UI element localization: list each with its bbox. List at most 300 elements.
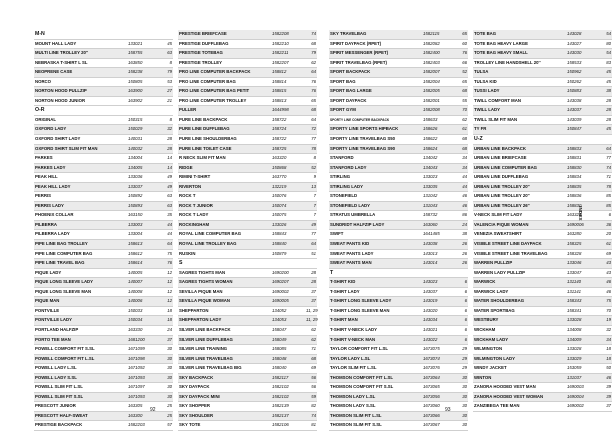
product-name: SPORT DAYPACK: [330, 97, 367, 103]
page-ref: 34: [606, 336, 611, 342]
page-ref: 76: [167, 260, 172, 266]
index-row: [34, 192, 173, 202]
section-header: [34, 30, 173, 40]
page-ref: 74: [311, 31, 316, 36]
product-code: 133035: [423, 183, 438, 189]
page-ref: 75: [606, 298, 611, 304]
product-code: 163305: [128, 403, 143, 409]
product-code: 163320: [272, 155, 287, 161]
page-ref: 68: [462, 145, 467, 151]
index-row: [178, 97, 317, 107]
index-row: [178, 87, 317, 97]
product-code: 1582117: [272, 374, 289, 380]
product-name: SWEAT PANTS LADY: [330, 250, 374, 256]
page-ref: 25: [167, 412, 172, 418]
product-name: PARKES LADY: [35, 164, 66, 170]
index-row: [329, 68, 468, 78]
index-row: [473, 59, 612, 69]
index-row: [473, 192, 612, 202]
product-name: WICKHAM LADY: [474, 336, 509, 342]
index-row: [329, 240, 468, 250]
index-row: [473, 154, 612, 164]
product-code: 1582004: [423, 78, 440, 84]
index-row: [34, 336, 173, 346]
product-code: 150315: [128, 116, 143, 122]
product-name: PRESTIGE TROLLEY: [179, 59, 222, 65]
product-code: 158836: [567, 193, 582, 199]
page-ref: 14: [167, 155, 172, 161]
product-code: 1673064: [423, 374, 440, 380]
product-code: 133004: [128, 231, 143, 237]
index-row: [473, 240, 612, 250]
index-row: [329, 87, 468, 97]
index-row: [34, 164, 173, 174]
product-code: 143013: [423, 250, 438, 256]
page-ref: 75: [167, 250, 172, 256]
page-ref: 12: [167, 279, 172, 285]
product-name: PIPE LINE TRAVEL BAG: [35, 260, 85, 266]
product-name: STONEFIELD: [330, 193, 358, 199]
page-ref: 64: [167, 241, 172, 247]
page-ref: 76: [462, 50, 467, 56]
product-name: SILVER LINE TRAVELBAG: [179, 355, 233, 361]
product-name: SPIRIT TRAVELBAG (RPET): [330, 59, 387, 65]
page-ref: 77: [606, 155, 611, 161]
index-row: [473, 383, 612, 393]
index-row: [178, 364, 317, 374]
product-name: SKY BACKPACK: [179, 374, 214, 380]
index-row: [34, 383, 173, 393]
index-row: [329, 125, 468, 135]
page-ref: 6: [464, 326, 467, 332]
product-name: PIQUE LONG SLEEVE MAN: [35, 288, 92, 294]
index-row: [329, 173, 468, 183]
index-row: [473, 278, 612, 288]
page-ref: 51: [311, 250, 316, 256]
product-name: PARKES: [35, 155, 53, 161]
index-row: [329, 412, 468, 422]
page-ref: 39: [606, 393, 611, 399]
product-name: PURE LINE BACKPACK: [179, 116, 228, 122]
product-name: WATER SHOULDERBAG: [474, 298, 525, 304]
page-ref: 43: [606, 260, 611, 266]
index-row: [473, 307, 612, 317]
product-code: 150076: [272, 193, 287, 199]
product-code: 163330: [128, 326, 143, 332]
product-name: TY FR: [474, 126, 487, 132]
index-row: [178, 164, 317, 174]
product-name: POWELL SLIM FIT L.SL: [35, 384, 83, 390]
product-code: 158834: [567, 174, 582, 180]
product-code: 150962: [567, 69, 582, 75]
product-name: TOTE BAG HEAVY LARGE: [474, 40, 528, 46]
product-name: PONTVILLE: [35, 307, 60, 313]
index-row: [178, 412, 317, 422]
index-row: [178, 297, 317, 307]
product-code: 1673076: [423, 365, 440, 371]
index-row: [473, 326, 612, 336]
product-name: PONTVILLE LADY: [35, 317, 73, 323]
product-code: 1582106: [272, 422, 289, 428]
product-code: 133026: [272, 221, 287, 227]
product-name: PURE LINE SHOULDERBAG: [179, 136, 237, 142]
product-name: ZANORA HOODED VEST MAN: [474, 384, 536, 390]
product-name: WARWICK LADY: [474, 288, 509, 294]
page-ref: 74: [606, 164, 611, 170]
index-row: [178, 240, 317, 250]
page-ref: 28: [311, 269, 316, 275]
section-header: [473, 135, 612, 145]
page-ref: 21: [167, 97, 172, 103]
page-ref: 6: [464, 288, 467, 294]
product-name: SPORT GYM: [330, 107, 356, 113]
product-code: 143037: [567, 107, 582, 113]
page-ref: 30: [462, 393, 467, 399]
page-ref: 26: [462, 260, 467, 266]
index-row: [178, 230, 317, 240]
product-name: TAYLOR COMFORT FIT L.SL: [330, 346, 389, 352]
product-name: NEOPRENE CASE: [35, 69, 73, 75]
page-ref: 6: [464, 279, 467, 285]
index-row: [34, 278, 173, 288]
product-name: PURE LINE TOILET CASE: [179, 145, 232, 151]
product-code: 158722: [272, 116, 287, 122]
product-name: SKY SHOULDER: [179, 412, 214, 418]
product-code: 132219: [272, 183, 287, 189]
product-code: 134009: [567, 336, 582, 342]
product-code: 158813: [272, 97, 287, 103]
product-name: PIPE LINE COMPUTER BAG: [35, 250, 93, 256]
product-name: TAYLOR SLIM FIT L.SL: [330, 365, 377, 371]
product-code: 1671099: [128, 346, 145, 352]
product-code: 1582102: [272, 393, 289, 399]
product-name: RIVERTON: [179, 183, 202, 189]
product-name: PERRIS LADY: [35, 202, 64, 208]
product-name: SKY DAYPACK: [179, 384, 210, 390]
index-row: [473, 336, 612, 346]
index-row: [34, 250, 173, 260]
index-row: [329, 278, 468, 288]
index-row: [329, 30, 468, 40]
page-ref: 68: [311, 40, 316, 46]
page-ref: 76: [311, 88, 316, 94]
product-name: WESTBURY: [474, 317, 499, 323]
page-ref: 65: [311, 97, 316, 103]
index-row: [178, 326, 317, 336]
product-name: TULSA: [474, 69, 489, 75]
product-code: 134042: [423, 155, 438, 161]
page-ref: 63: [167, 202, 172, 208]
page-ref: 70: [606, 307, 611, 313]
index-row: [329, 307, 468, 317]
index-row: [329, 154, 468, 164]
page-ref: 11, 29: [306, 307, 318, 313]
page-ref: 30: [167, 365, 172, 371]
page-ref: 8: [169, 116, 172, 122]
page-ref: 68: [311, 355, 316, 361]
index-row: [329, 250, 468, 260]
page-ref: 26: [462, 250, 467, 256]
product-code: 143019: [423, 298, 438, 304]
product-code: 1582005: [423, 88, 440, 94]
product-code: 150262: [567, 78, 582, 84]
product-name: PRESTIGE TOTEBAG: [179, 50, 223, 56]
index-row: [329, 355, 468, 365]
section-header: [178, 259, 317, 269]
product-name: ORIGINAL: [35, 116, 57, 122]
product-name: SWIFT: [330, 231, 344, 237]
page-ref: 19: [606, 317, 611, 323]
product-code: 1582211: [272, 50, 289, 56]
product-code: 158843: [272, 231, 287, 237]
index-row: [34, 259, 173, 269]
product-name: URBAN LINE BACKPACK: [474, 145, 526, 151]
index-row: [178, 336, 317, 346]
page-ref: 30: [167, 346, 172, 352]
page-ref: 35: [167, 212, 172, 218]
product-name: ROCK T: [179, 193, 196, 199]
product-code: 158622: [423, 136, 438, 142]
product-name: PORTLAND HALFZIP: [35, 326, 79, 332]
product-code: 158328: [567, 250, 582, 256]
index-row: [473, 221, 612, 231]
product-code: 143034: [423, 317, 438, 323]
page-ref: 28: [606, 97, 611, 103]
page-ref: 30: [167, 393, 172, 399]
product-name: SKY TOTE: [179, 422, 201, 428]
product-code: 163280: [567, 231, 582, 237]
index-row: [34, 125, 173, 135]
product-name: WILMINGTON LADY: [474, 355, 515, 361]
product-name: V-NECK SLIM FIT LADY: [474, 212, 523, 218]
index-row: [178, 269, 317, 279]
index-row: [178, 288, 317, 298]
index-row: [329, 221, 468, 231]
index-row: [34, 87, 173, 97]
page-ref: 79: [311, 50, 316, 56]
product-name: WINTON: [474, 374, 492, 380]
index-row: [34, 412, 173, 422]
index-row: [178, 221, 317, 231]
index-row: [178, 211, 317, 221]
page-number: 93: [445, 407, 451, 413]
page-ref: 85: [606, 202, 611, 208]
product-code: 163900: [128, 88, 143, 94]
product-code: 1582102: [272, 384, 289, 390]
product-name: ROCKINGHAM: [179, 221, 210, 227]
product-name: T-SHIRT LONG SLEEVE MAN: [330, 307, 390, 313]
product-name: THOMSON COMFORT FIT S.SL: [330, 384, 394, 390]
index-row: [34, 97, 173, 107]
index-row: [473, 269, 612, 279]
index-row: [329, 374, 468, 384]
index-row: [34, 230, 173, 240]
page-ref: 46: [606, 288, 611, 294]
index-row: [329, 383, 468, 393]
product-name: SEVILLA PIQUE MAN: [179, 288, 223, 294]
product-code: 158614: [128, 260, 143, 266]
page-ref: 64: [311, 116, 316, 122]
page-ref: 85: [606, 193, 611, 199]
page-ref: 65: [462, 78, 467, 84]
page-ref: 28: [167, 136, 172, 142]
index-row: [178, 49, 317, 59]
page-ref: 52: [311, 164, 316, 170]
index-row: [178, 421, 317, 431]
index-row: [473, 68, 612, 78]
page-ref: 8: [313, 155, 316, 161]
product-code: 1671098: [128, 355, 145, 361]
index-row: [178, 374, 317, 384]
product-code: 158341: [567, 307, 582, 313]
page-ref: 50: [606, 365, 611, 371]
index-row: [178, 154, 317, 164]
page-ref: 62: [462, 116, 467, 122]
page-ref: 49: [311, 221, 316, 227]
product-code: 150893: [128, 202, 143, 208]
page-ref: 82: [311, 403, 316, 409]
product-code: 1673065: [423, 384, 440, 390]
product-name: SKY TRAVELBAG: [330, 31, 367, 36]
index-row: [34, 202, 173, 212]
page-ref: 6: [464, 336, 467, 342]
index-row: [34, 240, 173, 250]
page-ref: 78: [606, 183, 611, 189]
product-name: URBAN LINE TROLLEY 26'': [474, 202, 530, 208]
product-code: 158815: [272, 88, 287, 94]
page-ref: 18: [606, 346, 611, 352]
page-ref: 61: [462, 126, 467, 132]
page-ref: 45: [606, 78, 611, 84]
index-row: [34, 297, 173, 307]
page-ref: 70: [462, 107, 467, 113]
product-name: VENEZIA SWEATSHIRT: [474, 231, 522, 237]
product-code: 1641485: [423, 231, 440, 237]
product-code: 134005: [128, 164, 143, 170]
product-code: 133003: [128, 221, 143, 227]
product-name: T-SHIRT LONG SLEEVE LADY: [330, 298, 392, 304]
product-code: 1582137: [272, 412, 289, 418]
product-name: ZANZIBEGA TEE MAN: [474, 403, 520, 409]
product-code: 158830: [567, 164, 582, 170]
product-name: URBAN LINE TROLLEY 20'': [474, 183, 530, 189]
product-code: 143038: [567, 97, 582, 103]
page-ref: 59: [311, 393, 316, 399]
index-row: [473, 297, 612, 307]
product-name: NORTON HOOD PULLZIP: [35, 88, 87, 94]
product-code: 150805: [128, 78, 143, 84]
page-ref: 62: [311, 59, 316, 65]
product-code: 163060: [423, 221, 438, 227]
product-name: PILBERRA: [35, 221, 57, 227]
product-name: R NECK SLIM FIT MAN: [179, 155, 226, 161]
product-code: 1582203: [128, 422, 145, 428]
index-row: [178, 30, 317, 40]
product-code: 1582082: [423, 40, 440, 46]
product-name: THOMSON LADY S.SL: [330, 403, 376, 409]
page-ref: 29: [462, 346, 467, 352]
page-ref: 20: [606, 231, 611, 237]
page-ref: 39: [606, 384, 611, 390]
product-name: STRATUS UMBRELLA: [330, 212, 376, 218]
product-name: SPIRIT MESSENGER (RPET): [330, 50, 389, 56]
index-row: [329, 288, 468, 298]
product-code: 158830: [567, 202, 582, 208]
product-name: TUSSI LADY: [474, 88, 500, 94]
product-code: 158612: [128, 250, 143, 256]
index-row: [34, 345, 173, 355]
page-ref: 37: [311, 288, 316, 294]
page-ref: 13: [311, 183, 316, 189]
product-code: 1582403: [423, 59, 440, 65]
product-name: SPORTY LINE TRAVELBAG S50: [330, 136, 396, 142]
index-row: [178, 78, 317, 88]
page-ref: 83: [606, 59, 611, 65]
product-code: 134052: [272, 307, 287, 313]
product-code: 1673056: [423, 393, 440, 399]
page-ref: 44: [462, 183, 467, 189]
product-name: OXFORD LADY: [35, 126, 67, 132]
page-ref: 24: [167, 326, 172, 332]
page-ref: 45: [606, 126, 611, 132]
product-name: SPIRIT DAYPACK (RPET): [330, 40, 382, 46]
product-code: 158040: [272, 365, 287, 371]
index-row: [473, 316, 612, 326]
product-name: PRESTIGE BACKPACK: [35, 422, 83, 428]
page-ref: 81: [311, 422, 316, 428]
product-name: SPORT BAG: [330, 78, 356, 84]
index-row: [329, 106, 468, 116]
product-code: 134008: [567, 326, 582, 332]
section-header-label: U-Z: [474, 136, 483, 143]
product-code: 140005: [128, 269, 143, 275]
page-ref: 28: [311, 279, 316, 285]
index-row: [473, 78, 612, 88]
product-name: THOMSON LADY L.SL: [330, 393, 376, 399]
product-name: PIQUE LONG SLEEVE LADY: [35, 279, 94, 285]
page-ref: 49: [167, 174, 172, 180]
page-ref: 38: [606, 88, 611, 94]
product-name: TWILL COMFORT MAN: [474, 97, 521, 103]
index-row: [329, 364, 468, 374]
index-column: [34, 30, 173, 431]
page-ref: 6: [608, 212, 611, 218]
index-row: [329, 192, 468, 202]
index-row: [34, 326, 173, 336]
page-ref: 34: [462, 164, 467, 170]
index-row: [329, 336, 468, 346]
product-code: 158755: [128, 50, 143, 56]
index-row: [473, 173, 612, 183]
product-code: 133036: [128, 174, 143, 180]
index-row: [329, 326, 468, 336]
page-ref: 12: [167, 269, 172, 275]
product-code: 163902: [128, 97, 143, 103]
product-code: 1671097: [128, 384, 145, 390]
page-ref: 65: [462, 31, 467, 36]
index-row: [473, 125, 612, 135]
product-name: POWELL COMFORT FIT S.SL: [35, 346, 95, 352]
index-row: [178, 250, 317, 260]
product-code: 143021: [423, 326, 438, 332]
product-code: 143038: [423, 241, 438, 247]
index-row: [34, 145, 173, 155]
page-ref: 30: [167, 384, 172, 390]
product-name: POWELL COMFORT FIT L.SL: [35, 355, 95, 361]
page-ref: 7: [313, 193, 316, 199]
page-ref: 78: [311, 145, 316, 151]
section-header: [329, 269, 468, 279]
